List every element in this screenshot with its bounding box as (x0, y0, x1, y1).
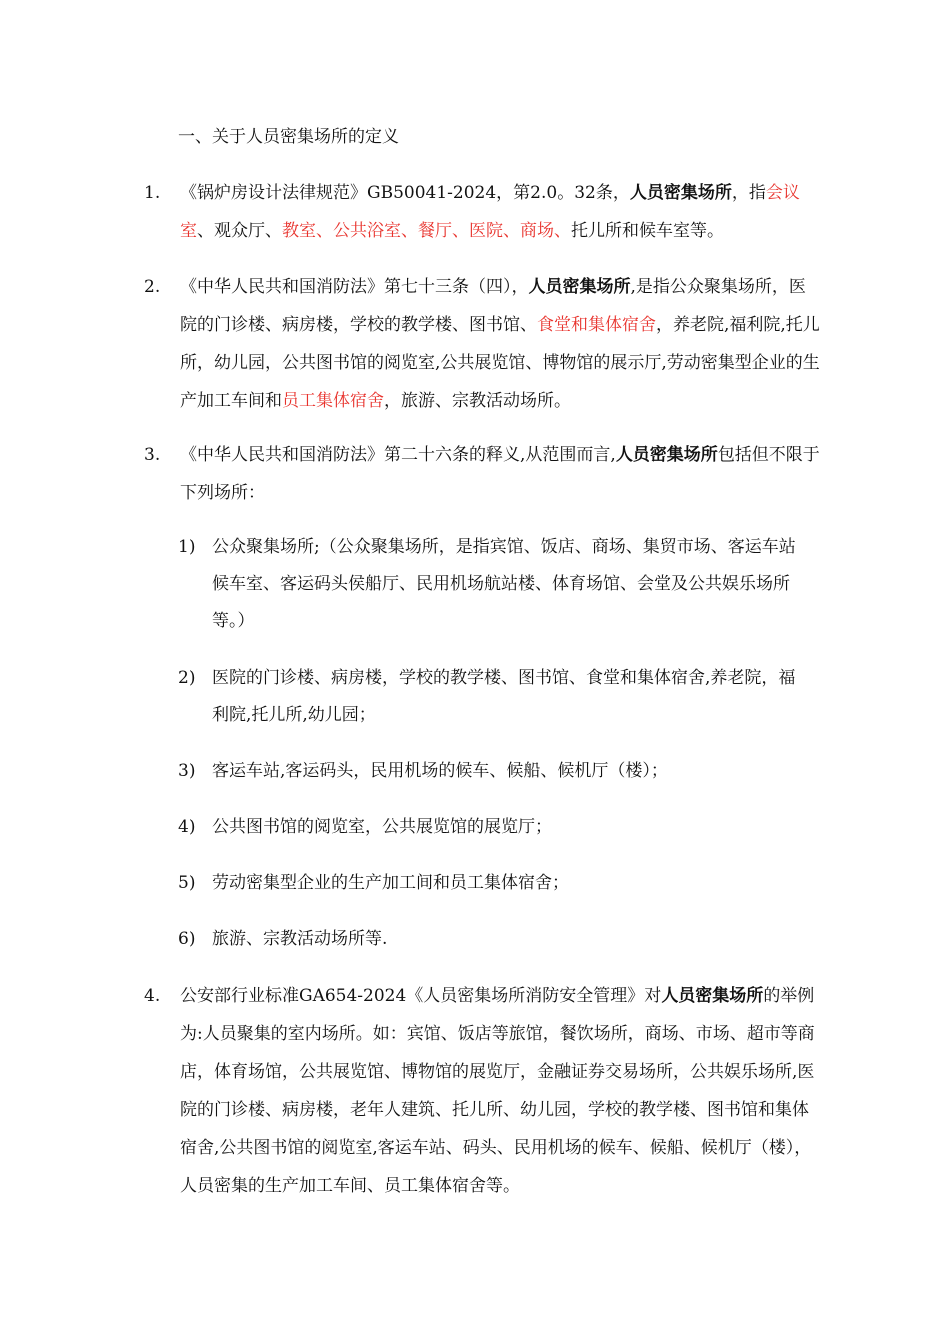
bold-term: 人员密集场所 (615, 445, 718, 465)
sub-item-text: 旅游、宗教活动场所等. (212, 929, 388, 949)
item-number: 3. (144, 445, 161, 465)
text-segment: ,是指公众聚集场所，医院的门诊楼、病房楼，学校的教学楼、图书馆、 (180, 277, 806, 335)
text-segment: 《中华人民共和国消防法》第二十六条的释义,从范围而言, (180, 445, 616, 465)
text-segment: 公安部行业标准GA654-2024《人员密集场所消防安全管理》对 (180, 986, 662, 1006)
highlighted-text: 员工集体宿舍 (282, 391, 384, 411)
bold-term: 人员密集场所 (629, 183, 732, 203)
sub-item-text: 公共图书馆的阅览室，公共展览馆的展览厅； (212, 817, 552, 837)
text-segment: 《中华人民共和国消防法》第七十三条（四）， (180, 277, 529, 297)
bold-term: 人员密集场所 (661, 986, 764, 1006)
section-heading: 一、关于人员密集场所的定义 (178, 127, 399, 147)
sub-item-text: 劳动密集型企业的生产加工间和员工集体宿舍； (212, 873, 569, 893)
text-segment: 《锅炉房设计法律规范》GB50041-2024，第2.0。32条， (180, 183, 630, 203)
text-segment: 包括但不限于下列场所： (180, 445, 820, 503)
highlighted-text: 会议室 (180, 183, 800, 241)
text-segment: 托儿所和候车室等。 (571, 221, 724, 241)
text-segment: 的举例为:人员聚集的室内场所。如：宾馆、饭店等旅馆，餐饮场所，商场、市场、超市等商店，体育场馆，公共展览馆、博物馆的展览厅，金融证券交易场所，公共娱乐场所,医院的门诊楼、病房楼，老年人建筑、托儿所、幼儿园，学校的教学楼、图书馆和集体宿舍,公共图书馆的阅览室,客运车站、码头、民用机场的候车、候船、候机厅（楼），人员密集的生产加工车间、员工集体宿舍等。 (180, 986, 815, 1196)
sub-item-number: 2) (178, 668, 196, 688)
text-segment: ，养老院,福利院,托儿所，幼儿园，公共图书馆的阅览室,公共展览馆、博物馆的展示厅,劳动密集型企业的生产加工车间和 (180, 315, 820, 411)
highlighted-text: 食堂和集体宿舍 (537, 315, 656, 335)
sub-item-text: 医院的门诊楼、病房楼，学校的教学楼、图书馆、食堂和集体宿舍,养老院，福利院,托儿所,幼儿园； (212, 668, 796, 725)
sub-item-number: 3) (178, 761, 196, 781)
item-text (180, 436, 820, 512)
item-text (180, 977, 820, 1205)
sub-item-number: 1) (178, 537, 196, 557)
text-segment: ，指 (731, 183, 766, 203)
sub-item-number: 4) (178, 817, 196, 837)
sub-item-text: 客运车站,客运码头，民用机场的候车、候船、候机厅（楼）； (212, 761, 668, 781)
item-number: 4. (144, 986, 161, 1006)
item-text (180, 268, 820, 420)
sub-item-number: 5) (178, 873, 196, 893)
text-segment: ，旅游、宗教活动场所。 (384, 391, 571, 411)
item-text (180, 174, 820, 250)
item-number: 1. (144, 183, 161, 203)
highlighted-text: 教室、公共浴室、餐厅、医院、商场、 (282, 221, 571, 241)
text-segment: 、观众厅、 (197, 221, 282, 241)
sub-item-number: 6) (178, 929, 196, 949)
item-number: 2. (144, 277, 161, 297)
sub-item-text: 公众聚集场所;（公众聚集场所，是指宾馆、饭店、商场、集贸市场、客运车站候车室、客运码头侯船厅、民用机场航站楼、体育场馆、会堂及公共娱乐场所等。） (212, 537, 796, 631)
bold-term: 人员密集场所 (528, 277, 631, 297)
